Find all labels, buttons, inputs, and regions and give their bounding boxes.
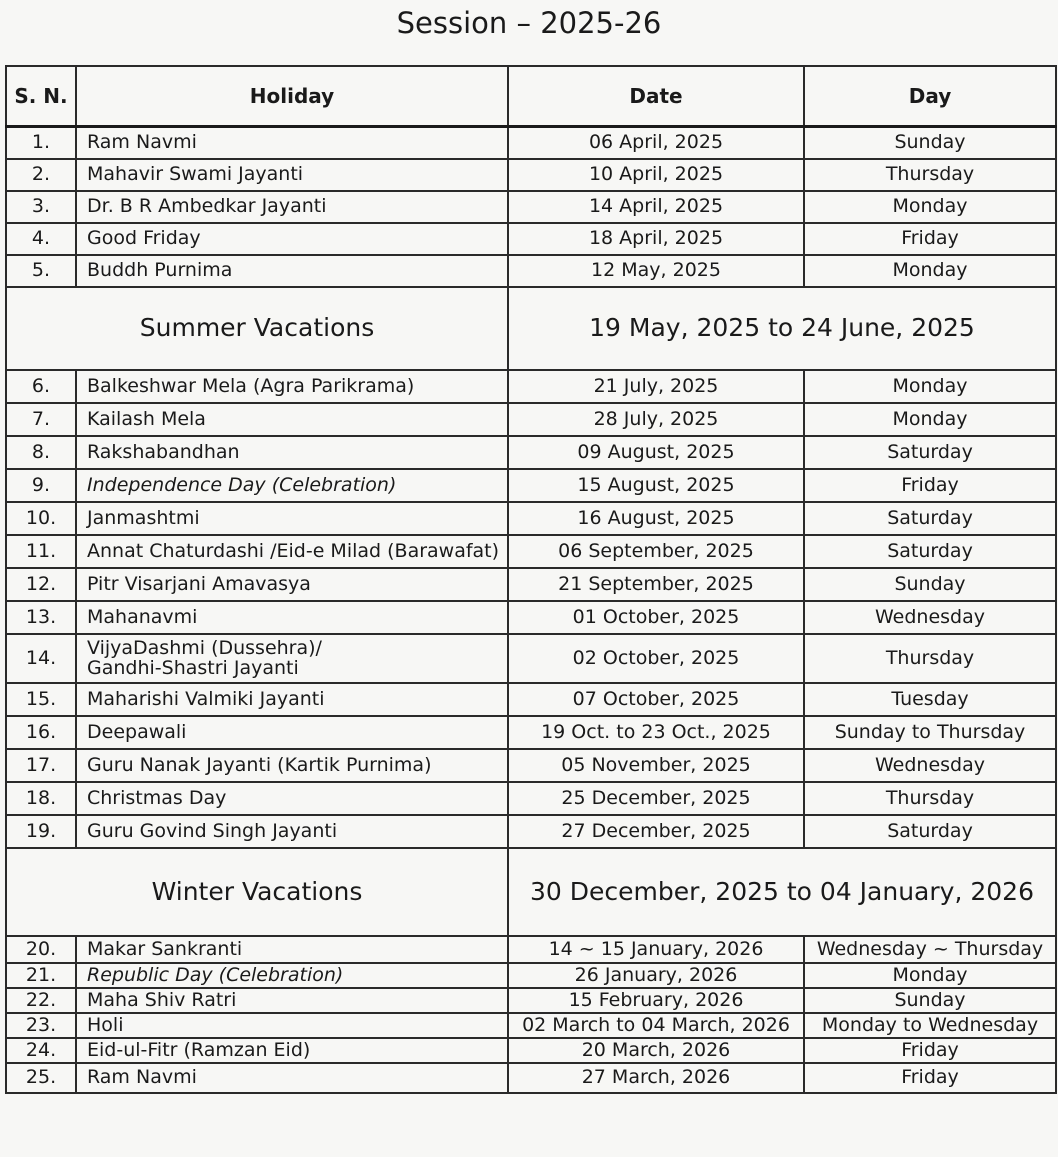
cell-holiday: Kailash Mela [76, 403, 508, 436]
cell-date: 15 August, 2025 [508, 469, 804, 502]
cell-date: 21 September, 2025 [508, 568, 804, 601]
cell-date: 14 ~ 15 January, 2026 [508, 936, 804, 963]
cell-sn: 23. [6, 1013, 76, 1038]
cell-holiday: Annat Chaturdashi /Eid-e Milad (Barawafat) [76, 535, 508, 568]
table-row [6, 469, 1056, 502]
cell-holiday: Guru Nanak Jayanti (Kartik Purnima) [76, 749, 508, 782]
cell-day: Thursday [804, 159, 1056, 191]
cell-date: 27 December, 2025 [508, 815, 804, 848]
table-row [6, 782, 1056, 815]
table-row [6, 1038, 1056, 1063]
cell-holiday: Rakshabandhan [76, 436, 508, 469]
cell-date: 15 February, 2026 [508, 988, 804, 1013]
cell-holiday: Deepawali [76, 716, 508, 749]
cell-date: 21 July, 2025 [508, 370, 804, 403]
table-row [6, 963, 1056, 988]
cell-date: 27 March, 2026 [508, 1063, 804, 1093]
table-row [6, 223, 1056, 255]
cell-holiday: Makar Sankranti [76, 936, 508, 963]
cell-day: Saturday [804, 815, 1056, 848]
cell-day: Wednesday [804, 601, 1056, 634]
cell-sn: 3. [6, 191, 76, 223]
table-row [6, 255, 1056, 287]
cell-holiday: Ram Navmi [76, 1063, 508, 1093]
cell-date: 14 April, 2025 [508, 191, 804, 223]
cell-day: Sunday [804, 127, 1056, 160]
winter-vacation-row [6, 848, 1056, 936]
cell-holiday: Guru Govind Singh Jayanti [76, 815, 508, 848]
cell-date: 19 Oct. to 23 Oct., 2025 [508, 716, 804, 749]
cell-sn: 8. [6, 436, 76, 469]
cell-day: Sunday [804, 568, 1056, 601]
cell-day: Saturday [804, 436, 1056, 469]
cell-day: Sunday [804, 988, 1056, 1013]
cell-date: 01 October, 2025 [508, 601, 804, 634]
cell-date: 02 October, 2025 [508, 634, 804, 683]
header-holiday: Holiday [76, 66, 508, 127]
cell-date: 25 December, 2025 [508, 782, 804, 815]
cell-holiday: Janmashtmi [76, 502, 508, 535]
header-day: Day [804, 66, 1056, 127]
table-row [6, 1063, 1056, 1093]
cell-date: 18 April, 2025 [508, 223, 804, 255]
table-row [6, 568, 1056, 601]
table-row [6, 502, 1056, 535]
summer-vacation-label: Summer Vacations [6, 287, 508, 370]
cell-sn: 25. [6, 1063, 76, 1093]
header-date: Date [508, 66, 804, 127]
cell-holiday-line2: Gandhi-Shastri Jayanti [87, 656, 299, 679]
cell-sn: 24. [6, 1038, 76, 1063]
cell-sn: 16. [6, 716, 76, 749]
holiday-table [5, 65, 1057, 1094]
cell-day: Thursday [804, 634, 1056, 683]
cell-sn: 21. [6, 963, 76, 988]
cell-date: 06 September, 2025 [508, 535, 804, 568]
cell-day: Saturday [804, 502, 1056, 535]
cell-sn: 1. [6, 127, 76, 160]
table-row [6, 936, 1056, 963]
table-row [6, 1013, 1056, 1038]
header-sn: S. N. [6, 66, 76, 127]
cell-day: Wednesday [804, 749, 1056, 782]
table-header-row [6, 66, 1056, 127]
cell-holiday: Maharishi Valmiki Jayanti [76, 683, 508, 716]
winter-vacation-dates: 30 December, 2025 to 04 January, 2026 [508, 848, 1056, 936]
table-row [6, 988, 1056, 1013]
cell-day: Friday [804, 469, 1056, 502]
cell-holiday: Good Friday [76, 223, 508, 255]
cell-sn: 10. [6, 502, 76, 535]
cell-date: 07 October, 2025 [508, 683, 804, 716]
cell-date: 16 August, 2025 [508, 502, 804, 535]
cell-date: 20 March, 2026 [508, 1038, 804, 1063]
table-row [6, 716, 1056, 749]
cell-date: 12 May, 2025 [508, 255, 804, 287]
cell-sn: 12. [6, 568, 76, 601]
cell-sn: 14. [6, 634, 76, 683]
cell-sn: 20. [6, 936, 76, 963]
cell-date: 09 August, 2025 [508, 436, 804, 469]
cell-date: 06 April, 2025 [508, 127, 804, 160]
cell-holiday: Ram Navmi [76, 127, 508, 160]
cell-holiday: Independence Day (Celebration) [76, 469, 508, 502]
cell-day: Friday [804, 1038, 1056, 1063]
cell-day: Monday [804, 370, 1056, 403]
table-row [6, 749, 1056, 782]
cell-sn: 6. [6, 370, 76, 403]
cell-holiday: Dr. B R Ambedkar Jayanti [76, 191, 508, 223]
table-row [6, 436, 1056, 469]
cell-sn: 13. [6, 601, 76, 634]
table-row [6, 191, 1056, 223]
cell-day: Monday [804, 191, 1056, 223]
cell-day: Monday to Wednesday [804, 1013, 1056, 1038]
cell-sn: 11. [6, 535, 76, 568]
cell-holiday: Holi [76, 1013, 508, 1038]
table-row [6, 127, 1056, 160]
cell-holiday: Pitr Visarjani Amavasya [76, 568, 508, 601]
cell-holiday: Maha Shiv Ratri [76, 988, 508, 1013]
table-row [6, 159, 1056, 191]
cell-day: Saturday [804, 535, 1056, 568]
cell-sn: 2. [6, 159, 76, 191]
cell-day: Monday [804, 403, 1056, 436]
cell-date: 02 March to 04 March, 2026 [508, 1013, 804, 1038]
winter-vacation-label: Winter Vacations [6, 848, 508, 936]
cell-holiday [76, 634, 508, 683]
cell-holiday: Buddh Purnima [76, 255, 508, 287]
cell-holiday: Republic Day (Celebration) [76, 963, 508, 988]
cell-day: Thursday [804, 782, 1056, 815]
cell-day: Friday [804, 223, 1056, 255]
cell-day: Monday [804, 255, 1056, 287]
cell-holiday: Eid-ul-Fitr (Ramzan Eid) [76, 1038, 508, 1063]
cell-sn: 19. [6, 815, 76, 848]
table-row [6, 601, 1056, 634]
table-row [6, 815, 1056, 848]
cell-sn: 7. [6, 403, 76, 436]
cell-sn: 17. [6, 749, 76, 782]
table-row [6, 683, 1056, 716]
summer-vacation-row [6, 287, 1056, 370]
cell-date: 10 April, 2025 [508, 159, 804, 191]
cell-day: Friday [804, 1063, 1056, 1093]
cell-day: Wednesday ~ Thursday [804, 936, 1056, 963]
table-row [6, 535, 1056, 568]
cell-holiday-line1: VijyaDashmi (Dussehra)/ [87, 636, 322, 659]
cell-sn: 18. [6, 782, 76, 815]
cell-date: 28 July, 2025 [508, 403, 804, 436]
cell-holiday: Christmas Day [76, 782, 508, 815]
table-row [6, 403, 1056, 436]
cell-holiday: Balkeshwar Mela (Agra Parikrama) [76, 370, 508, 403]
cell-sn: 4. [6, 223, 76, 255]
summer-vacation-dates: 19 May, 2025 to 24 June, 2025 [508, 287, 1056, 370]
cell-day: Monday [804, 963, 1056, 988]
cell-sn: 5. [6, 255, 76, 287]
cell-holiday: Mahanavmi [76, 601, 508, 634]
table-row [6, 634, 1056, 683]
cell-day: Tuesday [804, 683, 1056, 716]
cell-day: Sunday to Thursday [804, 716, 1056, 749]
cell-date: 05 November, 2025 [508, 749, 804, 782]
cell-sn: 22. [6, 988, 76, 1013]
page-title: Session – 2025-26 [396, 6, 662, 40]
table-row [6, 370, 1056, 403]
cell-holiday: Mahavir Swami Jayanti [76, 159, 508, 191]
cell-date: 26 January, 2026 [508, 963, 804, 988]
cell-sn: 9. [6, 469, 76, 502]
cell-sn: 15. [6, 683, 76, 716]
